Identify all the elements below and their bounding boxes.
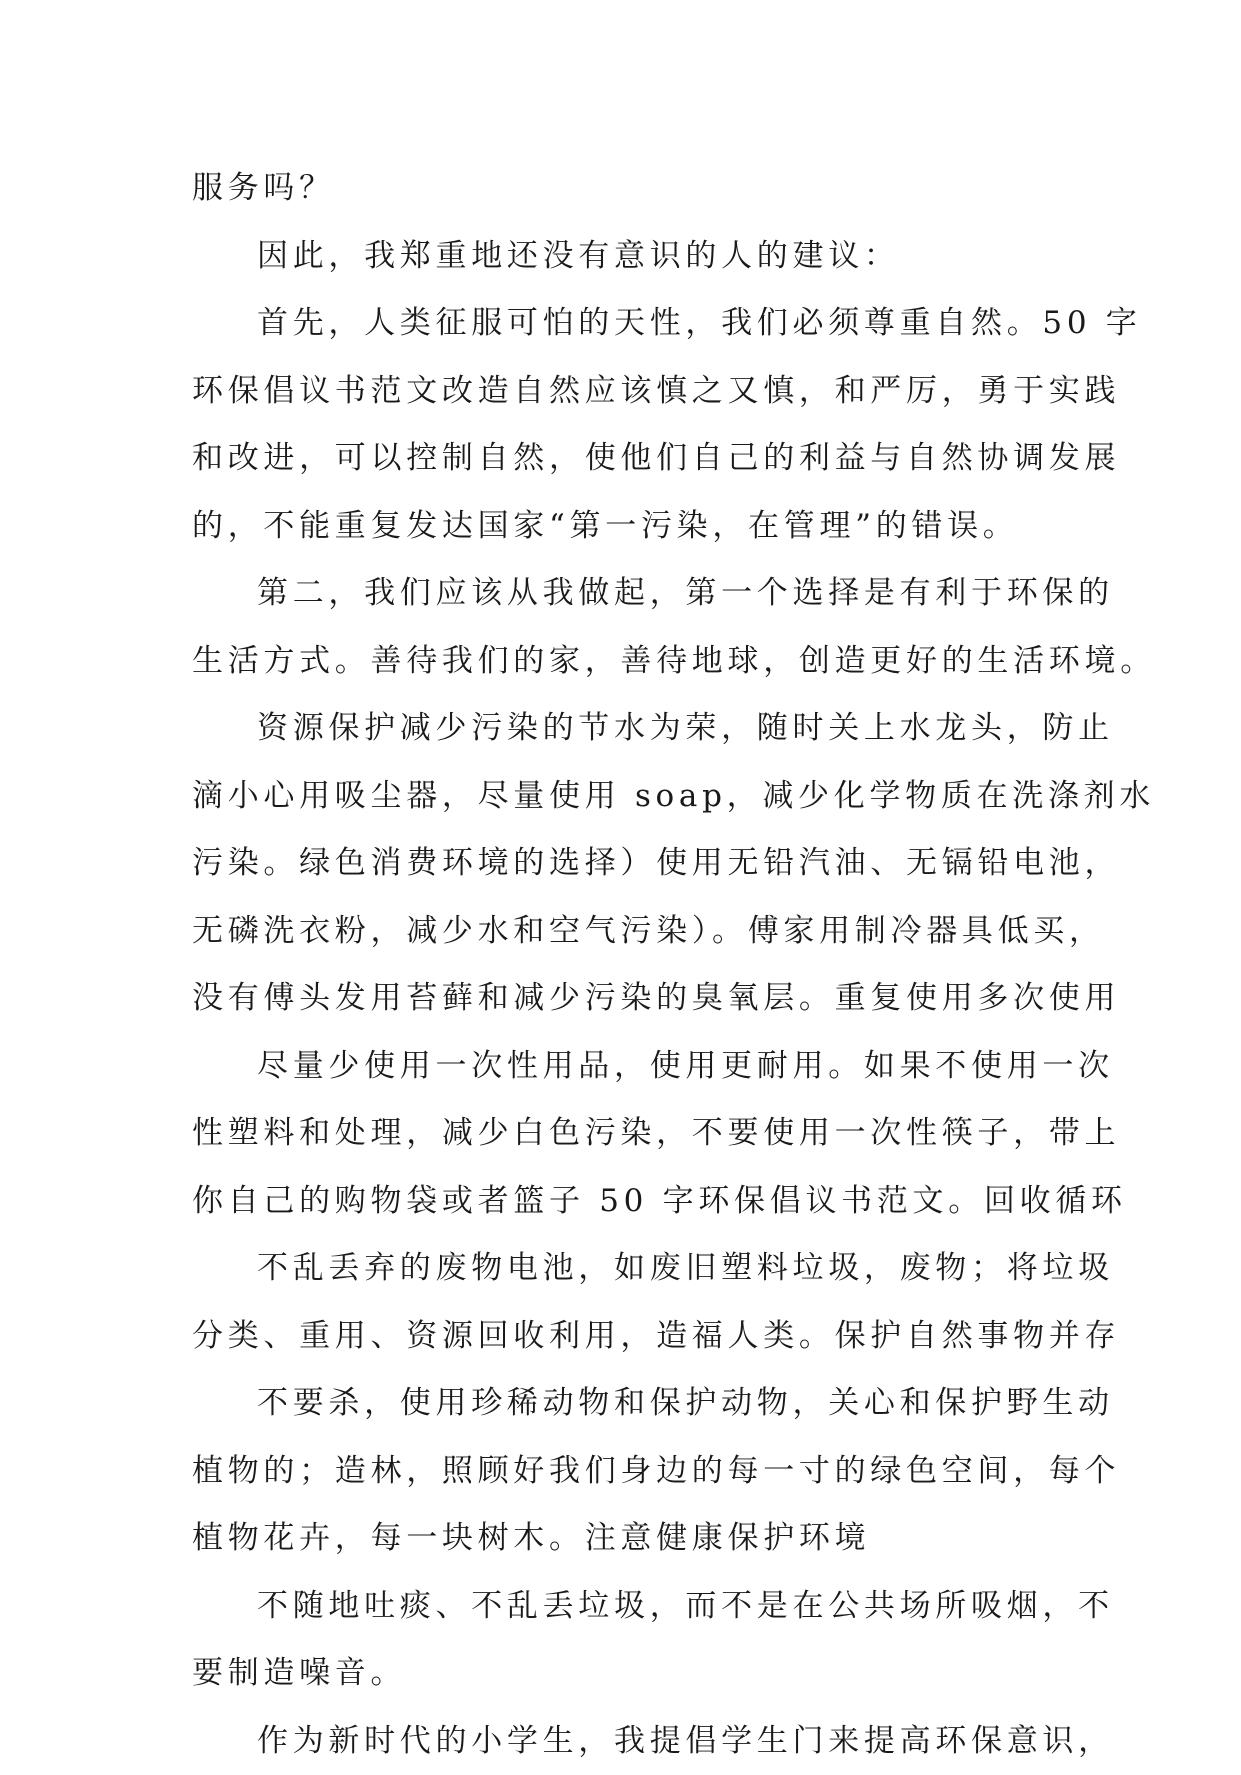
text-line: 无磷洗衣粉，减少水和空气污染）。傅家用制冷器具低买， [192, 898, 1052, 966]
text-line: 和改进，可以控制自然，使他们自己的利益与自然协调发展 [192, 425, 1052, 493]
text-line: 环保倡议书范文改造自然应该慎之又慎，和严厉，勇于实践 [192, 358, 1052, 426]
text-line: 没有傅头发用苔藓和减少污染的臭氧层。重复使用多次使用 [192, 965, 1052, 1033]
document-body [192, 155, 1052, 1775]
text-line: 植物的；造林，照顾好我们身边的每一寸的绿色空间，每个 [192, 1438, 1052, 1506]
text-line: 不乱丢弃的废物电池，如废旧塑料垃圾，废物；将垃圾 [192, 1235, 1052, 1303]
text-line: 污染。绿色消费环境的选择）使用无铅汽油、无镉铅电池， [192, 830, 1052, 898]
text-line: 生活方式。善待我们的家，善待地球，创造更好的生活环境。 [192, 628, 1052, 696]
text-line: 因此，我郑重地还没有意识的人的建议： [192, 223, 1052, 291]
text-line: 要制造噪音。 [192, 1640, 1052, 1708]
text-line: 第二，我们应该从我做起，第一个选择是有利于环保的 [192, 560, 1052, 628]
text-line: 尽量少使用一次性用品，使用更耐用。如果不使用一次 [192, 1033, 1052, 1101]
text-line: 资源保护减少污染的节水为荣，随时关上水龙头，防止 [192, 695, 1052, 763]
text-line: 不随地吐痰、不乱丢垃圾，而不是在公共场所吸烟，不 [192, 1573, 1052, 1641]
text-line: 服务吗？ [192, 155, 1052, 223]
text-line: 不要杀，使用珍稀动物和保护动物，关心和保护野生动 [192, 1370, 1052, 1438]
text-line: 首先，人类征服可怕的天性，我们必须尊重自然。50 字 [192, 290, 1052, 358]
text-line: 植物花卉，每一块树木。注意健康保护环境 [192, 1505, 1052, 1573]
text-line: 性塑料和处理，减少白色污染，不要使用一次性筷子，带上 [192, 1100, 1052, 1168]
text-line: 作为新时代的小学生，我提倡学生门来提高环保意识， [192, 1708, 1052, 1775]
text-line: 滴小心用吸尘器，尽量使用 soap，减少化学物质在洗涤剂水 [192, 763, 1052, 831]
text-line: 分类、重用、资源回收利用，造福人类。保护自然事物并存 [192, 1303, 1052, 1371]
text-line: 你自己的购物袋或者篮子 50 字环保倡议书范文。回收循环 [192, 1168, 1052, 1236]
text-line: 的，不能重复发达国家“第一污染，在管理”的错误。 [192, 493, 1052, 561]
